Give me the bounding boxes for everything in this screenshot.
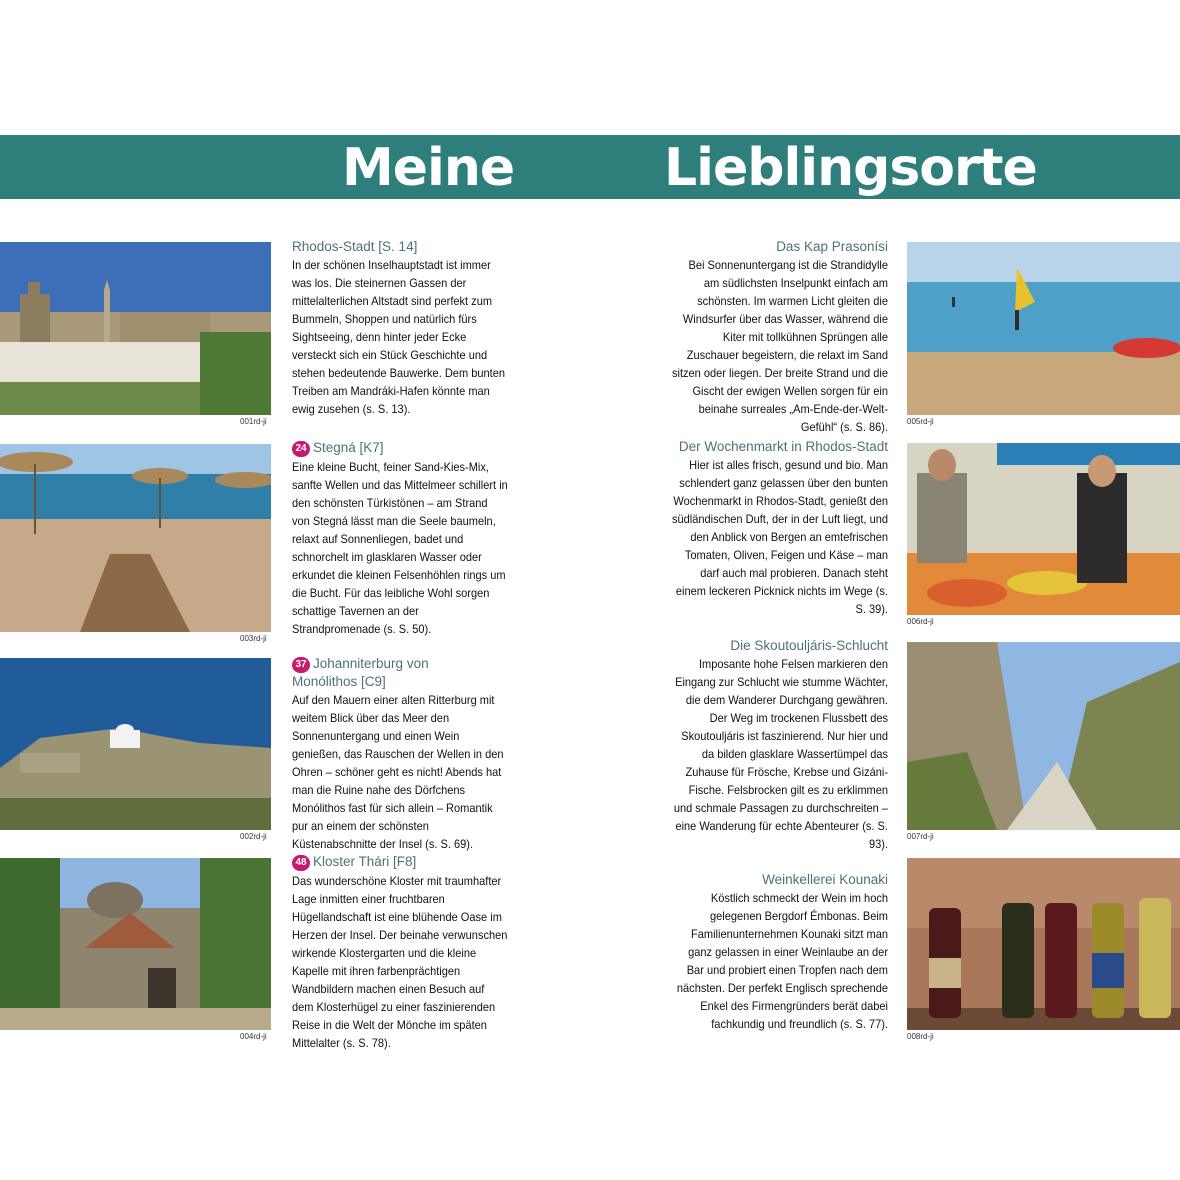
entry-title: 37 Johanniterburg von Monólithos [C9]	[292, 656, 429, 689]
entry-kounaki	[652, 871, 888, 1033]
entry-title: Rhodos-Stadt [S. 14]	[292, 239, 418, 254]
entry-body: In der schönen Inselhauptstadt ist immer was los. Die steinernen Gassen der mittelalterlichen Altstadt sind perfekt zum Bummeln, Shoppen und natürlich fürs Sightseeing, denn hinter jeder Ecke versteckt sich ein Stück Geschichte und stehen bedeutende Bauwerke. Dem bunten Treiben am Mandráki-Hafen könnte man ewig zusehen (s. S. 13).	[292, 258, 505, 416]
entry-body: Bei Sonnenuntergang ist die Strandidylle am südlichsten Inselpunkt einfach am schönsten. Im warmen Licht gleiten die Windsurfer über das Wasser, während die Kiter mit tollkühnen Sprüngen alle Zuschauer begeistern, die relaxt im Sand sitzen oder liegen. Der breite Strand und die Gischt der ewigen Wellen sorgen für ein beinahe surreales „Am-Ende-der-Welt-Gefühl“ (s. S. 86).	[671, 258, 888, 434]
number-badge: 37	[292, 657, 310, 673]
entry-title: 24 Stegná [K7]	[292, 439, 527, 457]
number-badge: 48	[292, 855, 310, 871]
photo-stegna	[0, 444, 271, 632]
entry-skoutouljaris	[652, 637, 888, 853]
photo-monolithos	[0, 658, 271, 830]
entry-body: Köstlich schmeckt der Wein im hoch gelegenen Bergdorf Émbonas. Beim Familienunternehmen Kounaki sitzt man ganz gelassen in einer Weinlaube an der Bar und probiert einen Tropfen nach dem nächsten. Der perfekt Englisch sprechende Enkel des Firmengründers berät dabei fachkundig und freundlich (s. S. 77).	[676, 891, 888, 1031]
entry-title: Das Kap Prasonísi	[776, 239, 888, 254]
entry-kloster-thari	[292, 853, 527, 1052]
number-badge: 24	[292, 441, 310, 457]
photo-credit: 002rd-ji	[240, 832, 267, 841]
photo-credit: 003rd-ji	[240, 634, 267, 643]
entry-body: Das wunderschöne Kloster mit traumhafter Lage inmitten einer fruchtbaren Hügellandschaft ist eine blühende Oase im Herzen der Insel. Der beinahe verwunschen wirkende Klostergarten und die kleine Kapelle mit ihren farbenprächtigen Wandbildern machen einen Besuch auf dem Klosterhügel zu einer faszinierenden Reise in die Welt der Mönche im späten Mittelalter (s. S. 78).	[292, 874, 508, 1050]
photo-prasonisi	[907, 242, 1180, 415]
photo-rhodos-stadt	[0, 242, 271, 415]
photo-kloster-thari	[0, 858, 271, 1030]
photo-wochenmarkt	[907, 443, 1180, 615]
photo-credit: 005rd-ji	[907, 417, 934, 426]
entry-wochenmarkt	[652, 438, 888, 618]
banner-title-right: Lieblingsorte	[664, 138, 1037, 198]
entry-monolithos	[292, 655, 527, 853]
entry-prasonisi	[652, 238, 888, 436]
banner-title-left: Meine	[342, 138, 515, 198]
entry-rhodos-stadt	[292, 238, 527, 418]
photo-credit: 004rd-ji	[240, 1032, 267, 1041]
entry-title: Der Wochenmarkt in Rhodos-Stadt	[678, 439, 888, 454]
entry-body: Hier ist alles frisch, gesund und bio. Man schlendert ganz gelassen über den bunten Wochenmarkt in Rhodos-Stadt, genießt den südländischen Duft, der in der Luft liegt, und den Anblick von Bergen an emtefrischen Tomaten, Oliven, Feigen und Käse – man darf auch mal probieren. Danach steht einem leckeren Picknick nichts im Wege (s. S. 39).	[671, 458, 888, 616]
entry-title: Weinkellerei Kounaki	[762, 872, 888, 887]
entry-title: 48 Kloster Thári [F8]	[292, 853, 527, 871]
photo-kounaki	[907, 858, 1180, 1030]
photo-credit: 008rd-ji	[907, 1032, 934, 1041]
photo-credit: 007rd-ji	[907, 832, 934, 841]
photo-credit: 006rd-ji	[907, 617, 934, 626]
entry-title: Die Skoutouljáris-Schlucht	[730, 638, 888, 653]
entry-body: Imposante hohe Felsen markieren den Eingang zur Schlucht wie stumme Wächter, die dem Wanderer Durchgang gewähren. Der Weg im trockenen Flussbett des Skoutouljáris ist faszinierend. Nur hier und da bilden glasklare Wassertümpel das Zuhause für Frösche, Krebse und Gizáni-Fische. Felsbrocken gilt es zu erklimmen und schmale Passagen zu durchschreiten – eine Wanderung für echte Abenteurer (s. S. 93).	[673, 657, 888, 851]
entry-stegna	[292, 439, 527, 638]
photo-skoutouljaris	[907, 642, 1180, 830]
entry-body: Auf den Mauern einer alten Ritterburg mit weitem Blick über das Meer den Sonnenuntergang und einen Wein genießen, das Rauschen der Wellen in den Ohren – schöner geht es nicht! Abends hat man die Ruine nahe des Dörfchens Monólithos fast für sich allein – Romantik pur an einem der schönsten Küstenabschnitte der Insel (s. S. 69).	[292, 693, 504, 851]
photo-credit: 001rd-ji	[240, 417, 267, 426]
entry-body: Eine kleine Bucht, feiner Sand-Kies-Mix, sanfte Wellen und das Mittelmeer schillert in den schönsten Türkistönen – am Strand von Stegná lässt man die Seele baumeln, relaxt auf Sonnenliegen, badet und schnorchelt im glasklaren Wasser oder erkundet die kleinen Felsenhöhlen rings um die Bucht. Für das leibliche Wohl sorgen schattige Tavernen an der Strandpromenade (s. S. 50).	[292, 460, 508, 636]
